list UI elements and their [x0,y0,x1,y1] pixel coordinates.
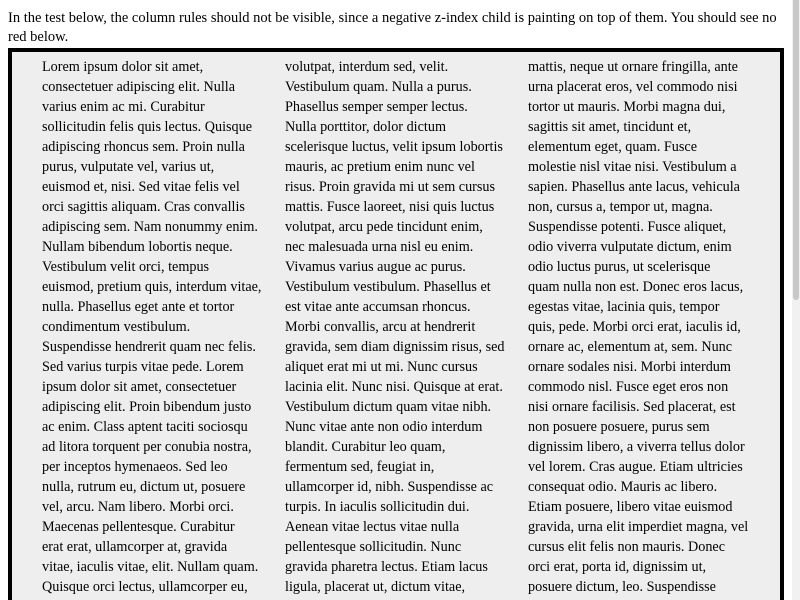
test-description: In the test below, the column rules should not be visible, since a negative z-index child is painting on top of them. You should see no red below. [8,10,777,45]
scrollbar-thumb[interactable] [793,0,799,300]
column-3-text: mattis, neque ut ornare fringilla, ante urna placerat eros, vel commodo nisi tortor ut mauris. Morbi magna dui, sagittis sit amet, tincidunt et, elementum eget, quam. Fusce molestie nisl vitae nisi. Vestibulum a sapien. Phasellus ante lacus, vehicula non, cursus a, tempor ut, magna. Suspendisse potenti. Fusce aliquet, odio viverra vulputate dictum, enim odio luctus purus, ut scelerisque quam nulla non est. Donec eros lacus, egestas vitae, lacinia quis, tempor quis, pede. Morbi orci erat, iaculis id, ornare ac, elementum at, sem. Nunc ornare sodales nisi. Morbi interdum commodo nisl. Fusce eget eros non nisi ornare facilisis. Sed placerat, est non posuere posuere, purus sem dignissim libero, a viverra tellus dolor vel lorem. Cras augue. Etiam ultricies consequat odio. Mauris ac libero. Etiam posuere, libero vitae euismod gravida, urna elit imperdiet magna, vel cursus elit felis non mauris. Donec orci erat, porta id, dignissim ut, posuere dictum, leo. Suspendisse [528,59,749,595]
multicolumn-test-container [8,48,784,600]
column-2-text: volutpat, interdum sed, velit. Vestibulum quam. Nulla a purus. Phasellus semper semper lectus. Nulla porttitor, dolor dictum scelerisque luctus, velit ipsum lobortis mauris, ac pretium enim nunc vel risus. Proin gravida mi ut sem cursus mattis. Fusce laoreet, nisi quis luctus volutpat, arcu pede tincidunt enim, nec malesuada urna nisl eu enim. Vivamus varius augue ac purus. Vestibulum vestibulum. Phasellus et est vitae ante accumsan rhoncus. Morbi convallis, arcu at hendrerit gravida, sem diam dignissim risus, sed aliquet erat mi ut mi. Nunc cursus lacinia elit. Nunc nisi. Quisque at erat. Vestibulum dictum quam vitae nibh. Nunc vitae ante non odio interdum blandit. Curabitur leo quam, fermentum sed, feugiat in, ullamcorper id, nibh. Suspendisse ac turpis. In iaculis sollicitudin dui. Aenean vitae lectus vitae nulla pellentesque sollicitudin. Nunc gravida pharetra lectus. Etiam lacus ligula, placerat ut, dictum vitae, [285,59,505,595]
column-1-text: Lorem ipsum dolor sit amet, consectetuer adipiscing elit. Nulla varius enim ac mi. Curabitur sollicitudin felis quis lectus. Quisque adipiscing rhoncus sem. Proin nulla purus, vulputate vel, varius ut, euismod et, nisi. Sed vitae felis vel orci sagittis aliquam. Cras convallis adipiscing sem. Nam nonummy enim. Nullam bibendum lobortis neque. Vestibulum velit orci, tempus euismod, pretium quis, interdum vitae, nulla. Phasellus eget ante et tortor condimentum vestibulum. Suspendisse hendrerit quam nec felis. Sed varius turpis vitae pede. Lorem ipsum dolor sit amet, consectetuer adipiscing elit. Proin bibendum justo ac enim. Class aptent taciti sociosqu ad litora torquent per conubia nostra, per inceptos hymenaeos. Sed leo nulla, rutrum eu, dictum ut, posuere vel, arcu. Nam libero. Morbi orci. Maecenas pellentesque. Curabitur erat erat, ullamcorper at, gravida vitae, iaculis vitae, elit. Nullam quam. Quisque orci lectus, ullamcorper eu, [42,59,262,595]
vertical-scrollbar[interactable] [792,0,800,600]
